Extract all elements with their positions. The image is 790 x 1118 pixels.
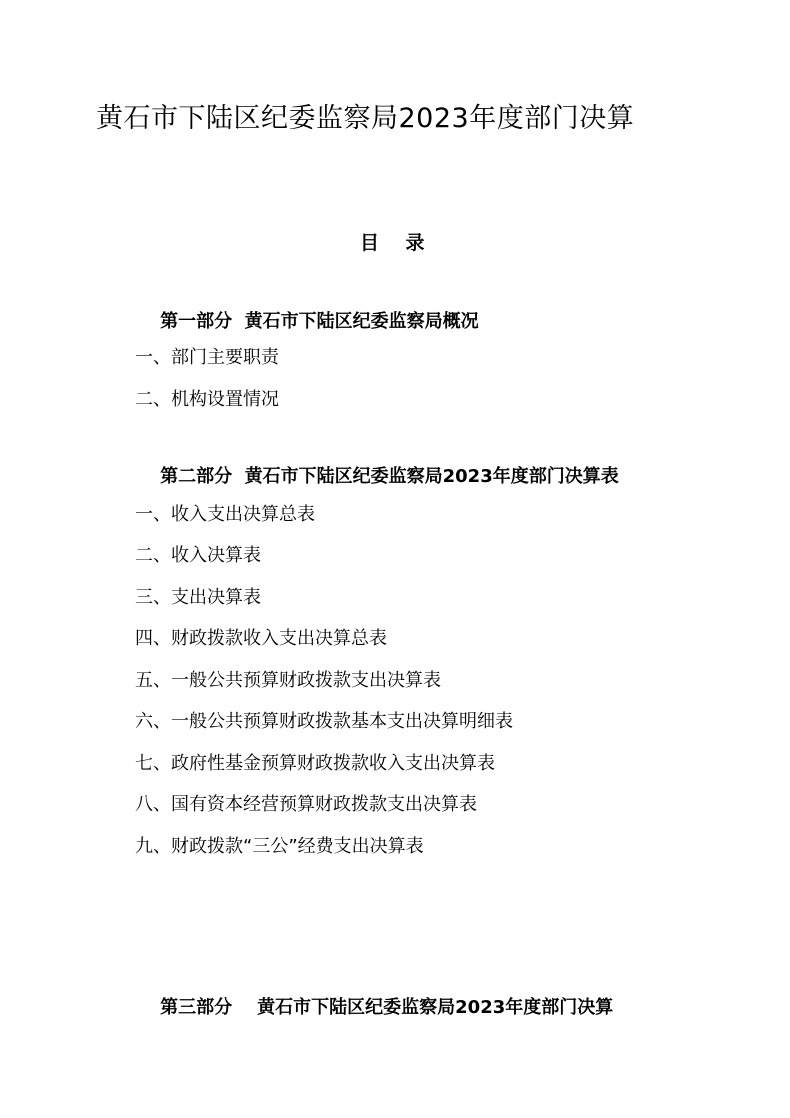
part1-name: 黄石市下陆区纪委监察局概况 [244,311,479,332]
part2-item: 七、政府性基金预算财政拨款收入支出决算表 [135,753,495,774]
part3-heading [135,972,613,1040]
part2-item: 九、财政拨款“三公”经费支出决算表 [135,836,424,857]
part3-name: 黄石市下陆区纪委监察局2023年度部门决算 [257,997,614,1018]
part1-label: 第一部分 [160,311,233,332]
part2-heading [135,441,619,509]
part2-item: 二、收入决算表 [135,545,261,566]
part1-item: 二、机构设置情况 [135,389,279,410]
part2-item: 八、国有资本经营预算财政拨款支出决算表 [135,794,477,815]
part2-item: 四、财政拨款收入支出决算总表 [135,628,387,649]
part2-item: 五、一般公共预算财政拨款支出决算表 [135,670,441,691]
part2-label: 第二部分 [160,466,233,487]
part2-item: 三、支出决算表 [135,587,261,608]
part2-item: 一、收入支出决算总表 [135,504,315,525]
part3-label: 第三部分 [160,997,233,1018]
part2-name: 黄石市下陆区纪委监察局2023年度部门决算表 [244,466,619,487]
part1-item: 一、部门主要职责 [135,347,279,368]
document-title: 黄石市下陆区纪委监察局2023年度部门决算 [96,103,635,134]
part2-item: 六、一般公共预算财政拨款基本支出决算明细表 [135,711,513,732]
toc-heading: 目 录 [360,232,425,254]
